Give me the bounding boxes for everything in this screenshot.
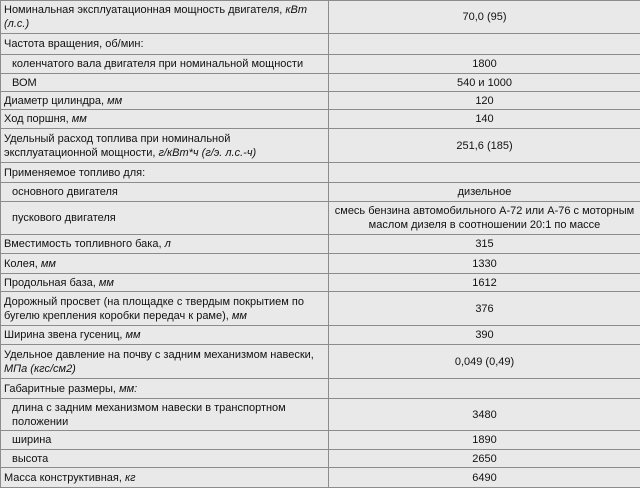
spec-value: 540 и 1000 xyxy=(329,74,640,92)
spec-label xyxy=(4,38,144,50)
spec-label xyxy=(4,296,304,322)
spec-label-cell xyxy=(1,129,329,163)
spec-label-cell xyxy=(1,431,329,450)
spec-unit: мм: xyxy=(119,383,137,395)
spec-label-text: ширина xyxy=(12,434,51,446)
spec-label xyxy=(4,401,325,429)
spec-value: 70,0 (95) xyxy=(329,1,640,34)
spec-label-text: Вместимость топливного бака, xyxy=(4,238,165,250)
spec-label-text: Диаметр цилиндра, xyxy=(4,95,107,107)
spec-label xyxy=(4,452,48,466)
spec-value: 0,049 (0,49) xyxy=(329,345,640,379)
spec-value: смесь бензина автомобильного А-72 или А-76 с моторным маслом дизеля в соотношении 20:1 по массе xyxy=(329,202,640,235)
spec-label xyxy=(4,185,118,199)
spec-row xyxy=(1,431,640,450)
spec-label-text: основного двигателя xyxy=(12,186,118,198)
spec-value: 3480 xyxy=(329,399,640,431)
spec-row xyxy=(1,92,640,110)
spec-row xyxy=(1,183,640,202)
spec-value xyxy=(329,34,640,55)
spec-unit: г/кВт*ч (г/э. л.с.-ч) xyxy=(158,147,256,159)
spec-label-cell xyxy=(1,379,329,399)
spec-value: 140 xyxy=(329,110,640,129)
spec-value: 315 xyxy=(329,235,640,254)
spec-unit: мм xyxy=(72,113,87,125)
spec-label-cell xyxy=(1,92,329,110)
spec-row xyxy=(1,235,640,254)
spec-label-text: Продольная база, xyxy=(4,277,99,289)
spec-label-cell xyxy=(1,399,329,431)
spec-value: 2650 xyxy=(329,450,640,468)
spec-label xyxy=(4,167,145,179)
spec-label xyxy=(4,133,256,159)
spec-value: 120 xyxy=(329,92,640,110)
spec-label-cell xyxy=(1,292,329,326)
spec-label xyxy=(4,258,56,270)
spec-label xyxy=(4,277,114,289)
spec-label-text: Масса конструктивная, xyxy=(4,472,125,484)
spec-label xyxy=(4,238,171,250)
spec-label-text: Применяемое топливо для: xyxy=(4,167,145,179)
spec-label xyxy=(4,349,314,375)
spec-row xyxy=(1,254,640,274)
spec-label-cell xyxy=(1,235,329,254)
spec-label-cell xyxy=(1,450,329,468)
spec-row xyxy=(1,399,640,431)
spec-label-cell xyxy=(1,163,329,183)
spec-label xyxy=(4,76,37,90)
spec-unit: МПа (кгс/см2) xyxy=(4,363,76,375)
spec-label-text: Частота вращения, об/мин: xyxy=(4,38,144,50)
spec-value: 390 xyxy=(329,326,640,345)
spec-label xyxy=(4,57,303,71)
spec-label xyxy=(4,329,141,341)
spec-value: 1800 xyxy=(329,55,640,74)
spec-value: 1612 xyxy=(329,274,640,292)
spec-label-cell xyxy=(1,468,329,488)
spec-label xyxy=(4,113,87,125)
spec-label-cell xyxy=(1,274,329,292)
spec-value: 1330 xyxy=(329,254,640,274)
spec-value: 1890 xyxy=(329,431,640,450)
spec-value xyxy=(329,163,640,183)
spec-unit: мм xyxy=(99,277,114,289)
spec-row xyxy=(1,450,640,468)
spec-label-text: высота xyxy=(12,453,48,465)
spec-unit: мм xyxy=(232,310,247,322)
spec-label-cell xyxy=(1,1,329,34)
spec-label-cell xyxy=(1,110,329,129)
spec-unit: мм xyxy=(107,95,122,107)
spec-label-text: Колея, xyxy=(4,258,41,270)
spec-label xyxy=(4,472,136,484)
spec-label-text: ВОМ xyxy=(12,77,37,89)
spec-row xyxy=(1,55,640,74)
spec-row xyxy=(1,34,640,55)
spec-value: 251,6 (185) xyxy=(329,129,640,163)
spec-label xyxy=(4,211,116,225)
spec-label-text: Ход поршня, xyxy=(4,113,72,125)
spec-row xyxy=(1,345,640,379)
spec-label-text: Габаритные размеры, xyxy=(4,383,119,395)
specs-table-body xyxy=(1,1,640,488)
spec-value: дизельное xyxy=(329,183,640,202)
spec-unit: л xyxy=(165,238,171,250)
spec-label-cell xyxy=(1,34,329,55)
spec-label-text: Дорожный просвет (на площадке с твердым покрытием по бугелю крепления коробки передач к раме), xyxy=(4,296,304,322)
spec-label xyxy=(4,4,307,30)
spec-value: 376 xyxy=(329,292,640,326)
spec-label-cell xyxy=(1,254,329,274)
spec-label-cell xyxy=(1,345,329,379)
spec-label xyxy=(4,383,137,395)
spec-row xyxy=(1,110,640,129)
spec-label-text: Номинальная эксплуатационная мощность двигателя, xyxy=(4,4,285,16)
spec-label-cell xyxy=(1,202,329,235)
spec-row xyxy=(1,468,640,488)
spec-value xyxy=(329,379,640,399)
spec-row xyxy=(1,292,640,326)
spec-label-cell xyxy=(1,74,329,92)
spec-row xyxy=(1,1,640,34)
spec-row xyxy=(1,379,640,399)
spec-label xyxy=(4,95,122,107)
spec-row xyxy=(1,274,640,292)
spec-label-text: коленчатого вала двигателя при номинальной мощности xyxy=(12,58,303,70)
spec-unit: мм xyxy=(126,329,141,341)
spec-label-cell xyxy=(1,55,329,74)
spec-label xyxy=(4,433,51,447)
spec-label-text: длина с задним механизмом навески в транспортном положении xyxy=(12,402,286,428)
spec-unit: кВт (л.с.) xyxy=(4,4,307,30)
spec-label-cell xyxy=(1,326,329,345)
spec-row xyxy=(1,74,640,92)
spec-row xyxy=(1,326,640,345)
spec-label-text: Удельное давление на почву с задним механизмом навески, xyxy=(4,349,314,361)
spec-label-text: Удельный расход топлива при номинальной эксплуатационной мощности, xyxy=(4,133,230,159)
spec-label-cell xyxy=(1,183,329,202)
spec-unit: кг xyxy=(125,472,136,484)
spec-value: 6490 xyxy=(329,468,640,488)
spec-row xyxy=(1,129,640,163)
spec-row xyxy=(1,202,640,235)
spec-label-text: пускового двигателя xyxy=(12,212,116,224)
spec-label-text: Ширина звена гусениц, xyxy=(4,329,126,341)
spec-unit: мм xyxy=(41,258,56,270)
spec-row xyxy=(1,163,640,183)
